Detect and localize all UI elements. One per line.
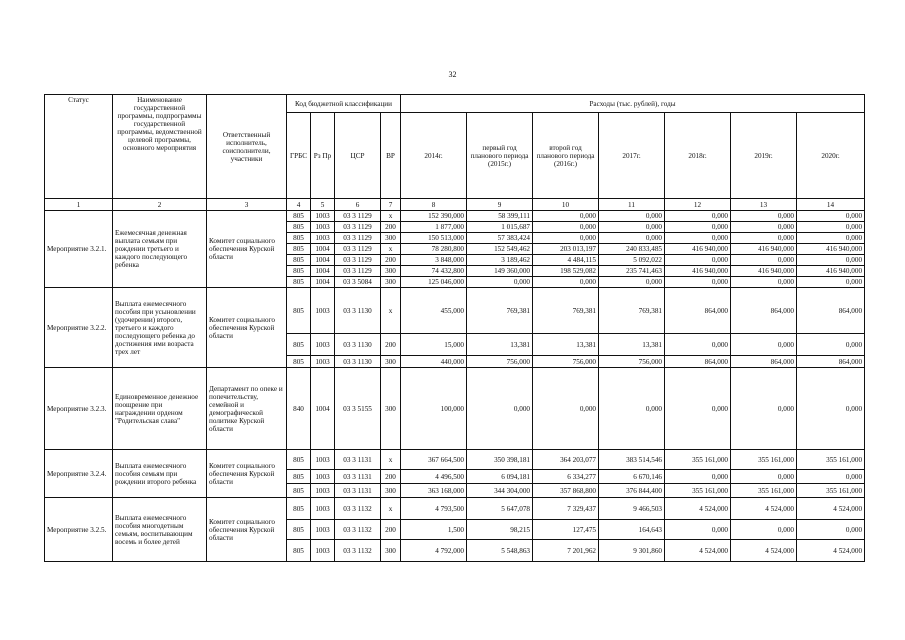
amount-cell: 416 940,000 <box>665 244 731 255</box>
amount-cell: 756,000 <box>599 356 665 368</box>
amount-cell: 0,000 <box>797 277 865 288</box>
code-cell: 300 <box>381 277 401 288</box>
header-year-2015: первый год планового периода (2015г.) <box>467 113 533 199</box>
amount-cell: 355 161,000 <box>731 450 797 470</box>
code-cell: 805 <box>287 277 311 288</box>
amount-cell: 57 383,424 <box>467 233 533 244</box>
code-cell: 300 <box>381 233 401 244</box>
header-year-2017: 2017г. <box>599 113 665 199</box>
code-cell: x <box>381 288 401 334</box>
code-cell: 1003 <box>311 356 335 368</box>
code-cell: 200 <box>381 255 401 266</box>
measure-executor: Комитет социального обеспечения Курской области <box>207 498 287 562</box>
amount-cell: 0,000 <box>731 233 797 244</box>
amount-cell: 416 940,000 <box>731 244 797 255</box>
amount-cell: 152 390,000 <box>401 211 467 222</box>
amount-cell: 127,475 <box>533 520 599 540</box>
amount-cell: 6 670,146 <box>599 470 665 484</box>
code-cell: 1003 <box>311 222 335 233</box>
amount-cell: 355 161,000 <box>665 484 731 498</box>
amount-cell: 0,000 <box>533 368 599 450</box>
code-cell: 1003 <box>311 470 335 484</box>
code-cell: 03 3 1129 <box>335 266 381 277</box>
code-cell: 1003 <box>311 211 335 222</box>
code-cell: 300 <box>381 356 401 368</box>
amount-cell: 864,000 <box>665 356 731 368</box>
amount-cell: 0,000 <box>599 233 665 244</box>
code-cell: 03 3 1131 <box>335 470 381 484</box>
amount-cell: 416 940,000 <box>797 244 865 255</box>
code-cell: 805 <box>287 233 311 244</box>
page-number: 32 <box>448 70 457 79</box>
column-number: 12 <box>665 199 731 211</box>
column-numbers-row <box>45 199 865 211</box>
amount-cell: 0,000 <box>731 368 797 450</box>
amount-cell: 364 203,077 <box>533 450 599 470</box>
amount-cell: 0,000 <box>665 222 731 233</box>
amount-cell: 0,000 <box>665 368 731 450</box>
amount-cell: 350 398,181 <box>467 450 533 470</box>
measure-executor: Комитет социального обеспечения Курской области <box>207 450 287 498</box>
code-cell: 1003 <box>311 334 335 356</box>
code-cell: 200 <box>381 222 401 233</box>
amount-cell: 769,381 <box>467 288 533 334</box>
code-cell: 805 <box>287 288 311 334</box>
amount-cell: 240 833,485 <box>599 244 665 255</box>
table-row <box>45 498 865 520</box>
code-cell: 03 3 1129 <box>335 233 381 244</box>
amount-cell: 383 514,546 <box>599 450 665 470</box>
amount-cell: 416 940,000 <box>731 266 797 277</box>
amount-cell: 0,000 <box>665 334 731 356</box>
column-number: 9 <box>467 199 533 211</box>
code-cell: 805 <box>287 244 311 255</box>
column-number: 3 <box>207 199 287 211</box>
code-cell: 200 <box>381 520 401 540</box>
amount-cell: 769,381 <box>599 288 665 334</box>
amount-cell: 0,000 <box>467 368 533 450</box>
amount-cell: 0,000 <box>731 334 797 356</box>
amount-cell: 5 647,078 <box>467 498 533 520</box>
amount-cell: 13,381 <box>599 334 665 356</box>
code-cell: 805 <box>287 211 311 222</box>
column-number: 14 <box>797 199 865 211</box>
code-cell: 03 3 1132 <box>335 540 381 562</box>
amount-cell: 0,000 <box>797 368 865 450</box>
code-cell: 03 3 1130 <box>335 334 381 356</box>
measure-name: Выплата ежемесячного пособия при усыновлении (удочерении) второго, третьего и каждого последующего ребенка до достижения ими возраста трех лет <box>113 288 207 368</box>
code-cell: 805 <box>287 334 311 356</box>
amount-cell: 4 524,000 <box>797 498 865 520</box>
code-cell: 200 <box>381 470 401 484</box>
code-cell: 805 <box>287 484 311 498</box>
amount-cell: 864,000 <box>665 288 731 334</box>
code-cell: x <box>381 450 401 470</box>
header-name: Наименование государственной программы, подпрограммы государственной программы, ведомственной целевой программы, основного мероприятия <box>113 95 207 199</box>
code-cell: 300 <box>381 368 401 450</box>
amount-cell: 152 549,462 <box>467 244 533 255</box>
code-cell: 805 <box>287 540 311 562</box>
code-cell: 300 <box>381 484 401 498</box>
column-number: 11 <box>599 199 665 211</box>
budget-table-body <box>45 211 865 562</box>
amount-cell: 198 529,082 <box>533 266 599 277</box>
code-cell: 1003 <box>311 450 335 470</box>
amount-cell: 9 466,503 <box>599 498 665 520</box>
measure-status: Мероприятие 3.2.2. <box>45 288 113 368</box>
measure-name: Выплата ежемесячного пособия многодетным семьям, воспитывающим восемь и более детей <box>113 498 207 562</box>
code-cell: 200 <box>381 334 401 356</box>
code-cell: 300 <box>381 266 401 277</box>
header-year-2014: 2014г. <box>401 113 467 199</box>
table-row <box>45 211 865 222</box>
amount-cell: 756,000 <box>467 356 533 368</box>
column-number: 8 <box>401 199 467 211</box>
budget-table <box>44 94 865 562</box>
amount-cell: 0,000 <box>665 520 731 540</box>
code-cell: 03 3 1129 <box>335 222 381 233</box>
amount-cell: 344 304,000 <box>467 484 533 498</box>
header-year-2020: 2020г. <box>797 113 865 199</box>
amount-cell: 0,000 <box>797 233 865 244</box>
amount-cell: 864,000 <box>731 356 797 368</box>
amount-cell: 164,643 <box>599 520 665 540</box>
code-cell: 1003 <box>311 233 335 244</box>
amount-cell: 74 432,800 <box>401 266 467 277</box>
code-cell: 805 <box>287 450 311 470</box>
header-year-2018: 2018г. <box>665 113 731 199</box>
header-grbs: ГРБС <box>287 113 311 199</box>
header-year-2016: второй год планового периода (2016г.) <box>533 113 599 199</box>
amount-cell: 4 524,000 <box>665 540 731 562</box>
code-cell: 805 <box>287 470 311 484</box>
amount-cell: 0,000 <box>533 222 599 233</box>
amount-cell: 355 161,000 <box>797 484 865 498</box>
measure-executor: Комитет социального обеспечения Курской области <box>207 288 287 368</box>
amount-cell: 125 046,000 <box>401 277 467 288</box>
header-year-2019: 2019г. <box>731 113 797 199</box>
amount-cell: 9 301,860 <box>599 540 665 562</box>
amount-cell: 0,000 <box>665 233 731 244</box>
amount-cell: 0,000 <box>665 255 731 266</box>
amount-cell: 78 280,800 <box>401 244 467 255</box>
code-cell: 805 <box>287 520 311 540</box>
header-expenses: Расходы (тыс. рублей), годы <box>401 95 865 113</box>
amount-cell: 6 094,181 <box>467 470 533 484</box>
amount-cell: 235 741,463 <box>599 266 665 277</box>
amount-cell: 355 161,000 <box>731 484 797 498</box>
amount-cell: 7 329,437 <box>533 498 599 520</box>
code-cell: 805 <box>287 222 311 233</box>
code-cell: 03 3 1129 <box>335 211 381 222</box>
amount-cell: 15,000 <box>401 334 467 356</box>
header-rzpr: Рз Пр <box>311 113 335 199</box>
amount-cell: 0,000 <box>797 222 865 233</box>
amount-cell: 13,381 <box>467 334 533 356</box>
code-cell: 1004 <box>311 255 335 266</box>
column-number: 4 <box>287 199 311 211</box>
header-csr: ЦСР <box>335 113 381 199</box>
amount-cell: 0,000 <box>797 255 865 266</box>
code-cell: 805 <box>287 498 311 520</box>
column-number: 5 <box>311 199 335 211</box>
amount-cell: 0,000 <box>665 470 731 484</box>
amount-cell: 0,000 <box>731 277 797 288</box>
amount-cell: 149 360,000 <box>467 266 533 277</box>
amount-cell: 0,000 <box>797 334 865 356</box>
table-row <box>45 288 865 334</box>
header-status: Статус <box>45 95 113 199</box>
amount-cell: 0,000 <box>665 277 731 288</box>
code-cell: 1003 <box>311 540 335 562</box>
code-cell: 03 3 5084 <box>335 277 381 288</box>
code-cell: 1004 <box>311 368 335 450</box>
amount-cell: 3 189,462 <box>467 255 533 266</box>
amount-cell: 367 664,500 <box>401 450 467 470</box>
amount-cell: 7 201,962 <box>533 540 599 562</box>
amount-cell: 4 524,000 <box>665 498 731 520</box>
amount-cell: 4 484,115 <box>533 255 599 266</box>
measure-executor: Комитет социального обеспечения Курской области <box>207 211 287 288</box>
amount-cell: 363 168,000 <box>401 484 467 498</box>
amount-cell: 0,000 <box>665 211 731 222</box>
amount-cell: 769,381 <box>533 288 599 334</box>
amount-cell: 357 868,800 <box>533 484 599 498</box>
code-cell: 1004 <box>311 244 335 255</box>
amount-cell: 100,000 <box>401 368 467 450</box>
measure-name: Единовременное денежное поощрение при награждении орденом "Родительская слава" <box>113 368 207 450</box>
table-row <box>45 368 865 450</box>
amount-cell: 440,000 <box>401 356 467 368</box>
code-cell: 805 <box>287 255 311 266</box>
code-cell: 1003 <box>311 520 335 540</box>
amount-cell: 416 940,000 <box>797 266 865 277</box>
amount-cell: 4 524,000 <box>797 540 865 562</box>
code-cell: 03 3 1131 <box>335 450 381 470</box>
amount-cell: 4 792,000 <box>401 540 467 562</box>
amount-cell: 455,000 <box>401 288 467 334</box>
amount-cell: 3 848,000 <box>401 255 467 266</box>
amount-cell: 0,000 <box>731 255 797 266</box>
amount-cell: 355 161,000 <box>797 450 865 470</box>
code-cell: 03 3 1132 <box>335 520 381 540</box>
amount-cell: 416 940,000 <box>665 266 731 277</box>
amount-cell: 0,000 <box>467 277 533 288</box>
measure-status: Мероприятие 3.2.1. <box>45 211 113 288</box>
measure-name: Выплата ежемесячного пособия семьям при рождении второго ребенка <box>113 450 207 498</box>
column-number: 1 <box>45 199 113 211</box>
amount-cell: 0,000 <box>533 233 599 244</box>
column-number: 13 <box>731 199 797 211</box>
amount-cell: 1 877,000 <box>401 222 467 233</box>
code-cell: x <box>381 498 401 520</box>
amount-cell: 0,000 <box>599 368 665 450</box>
header-budget-code: Код бюджетной классификации <box>287 95 401 113</box>
amount-cell: 864,000 <box>797 356 865 368</box>
amount-cell: 150 513,000 <box>401 233 467 244</box>
column-number: 2 <box>113 199 207 211</box>
code-cell: 840 <box>287 368 311 450</box>
code-cell: 300 <box>381 540 401 562</box>
measure-executor: Департамент по опеке и попечительству, семейной и демографической политике Курской области <box>207 368 287 450</box>
amount-cell: 98,215 <box>467 520 533 540</box>
amount-cell: 0,000 <box>731 520 797 540</box>
code-cell: 03 3 1130 <box>335 356 381 368</box>
code-cell: x <box>381 244 401 255</box>
code-cell: 1004 <box>311 277 335 288</box>
amount-cell: 0,000 <box>797 520 865 540</box>
column-number: 10 <box>533 199 599 211</box>
code-cell: 1003 <box>311 484 335 498</box>
code-cell: x <box>381 211 401 222</box>
amount-cell: 0,000 <box>797 470 865 484</box>
amount-cell: 0,000 <box>533 277 599 288</box>
code-cell: 03 3 1129 <box>335 255 381 266</box>
header-vr: ВР <box>381 113 401 199</box>
table-row <box>45 450 865 470</box>
amount-cell: 0,000 <box>533 211 599 222</box>
code-cell: 03 3 1130 <box>335 288 381 334</box>
measure-status: Мероприятие 3.2.4. <box>45 450 113 498</box>
header-executor: Ответственный исполнитель, соисполнители, участники <box>207 95 287 199</box>
column-number: 6 <box>335 199 381 211</box>
amount-cell: 6 334,277 <box>533 470 599 484</box>
amount-cell: 864,000 <box>797 288 865 334</box>
amount-cell: 5 548,863 <box>467 540 533 562</box>
amount-cell: 58 399,111 <box>467 211 533 222</box>
code-cell: 1003 <box>311 288 335 334</box>
amount-cell: 756,000 <box>533 356 599 368</box>
code-cell: 805 <box>287 266 311 277</box>
amount-cell: 0,000 <box>731 222 797 233</box>
code-cell: 1003 <box>311 498 335 520</box>
amount-cell: 355 161,000 <box>665 450 731 470</box>
amount-cell: 864,000 <box>731 288 797 334</box>
amount-cell: 13,381 <box>533 334 599 356</box>
amount-cell: 0,000 <box>731 470 797 484</box>
code-cell: 03 3 1129 <box>335 244 381 255</box>
measure-name: Ежемесячная денежная выплата семьям при рождении третьего и каждого последующего ребенка <box>113 211 207 288</box>
code-cell: 1004 <box>311 266 335 277</box>
amount-cell: 4 524,000 <box>731 540 797 562</box>
amount-cell: 0,000 <box>797 211 865 222</box>
amount-cell: 1,500 <box>401 520 467 540</box>
amount-cell: 4 496,500 <box>401 470 467 484</box>
amount-cell: 203 013,197 <box>533 244 599 255</box>
column-number: 7 <box>381 199 401 211</box>
amount-cell: 5 092,022 <box>599 255 665 266</box>
amount-cell: 0,000 <box>599 277 665 288</box>
measure-status: Мероприятие 3.2.5. <box>45 498 113 562</box>
amount-cell: 376 844,400 <box>599 484 665 498</box>
code-cell: 03 3 1132 <box>335 498 381 520</box>
amount-cell: 0,000 <box>599 222 665 233</box>
amount-cell: 0,000 <box>731 211 797 222</box>
code-cell: 805 <box>287 356 311 368</box>
amount-cell: 1 015,687 <box>467 222 533 233</box>
code-cell: 03 3 5155 <box>335 368 381 450</box>
code-cell: 03 3 1131 <box>335 484 381 498</box>
amount-cell: 4 524,000 <box>731 498 797 520</box>
amount-cell: 4 793,500 <box>401 498 467 520</box>
amount-cell: 0,000 <box>599 211 665 222</box>
measure-status: Мероприятие 3.2.3. <box>45 368 113 450</box>
